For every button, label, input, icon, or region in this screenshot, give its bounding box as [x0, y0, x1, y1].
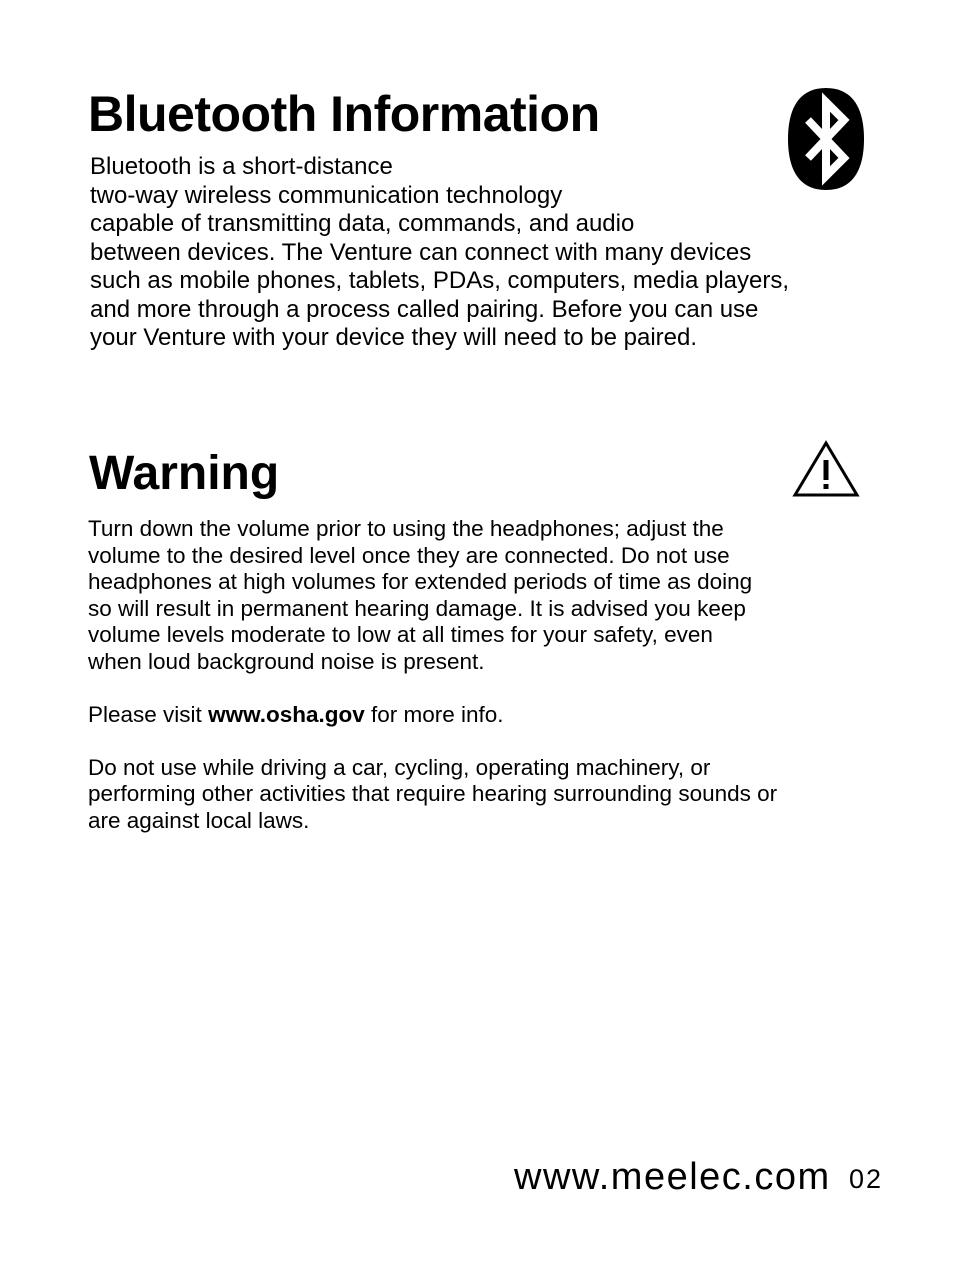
page-number: 02 [849, 1164, 884, 1194]
warning-text-line: when loud background noise is present. [88, 648, 485, 674]
warning-text-line: volume to the desired level once they are connected. Do not use [88, 542, 730, 568]
bluetooth-text-line: capable of transmitting data, commands, and audio [90, 210, 635, 237]
osha-link: www.osha.gov [208, 701, 365, 727]
bluetooth-text-line: and more through a process called pairing. Before you can use [90, 295, 759, 323]
warning-text-line: performing other activities that require hearing surrounding sounds or [88, 781, 778, 806]
warning-text [88, 516, 888, 834]
bluetooth-text-line: such as mobile phones, tablets, PDAs, computers, media players, [90, 267, 789, 294]
visit-prefix: Please visit [88, 701, 209, 727]
warning-text-line: volume levels moderate to low at all times for your safety, even [88, 622, 713, 647]
warning-text-line: are against local laws. [88, 807, 310, 833]
bluetooth-text-line: two-way wireless communication technology [90, 181, 563, 209]
warning-text-line: headphones at high volumes for extended periods of time as doing [88, 569, 753, 594]
osha-visit-line [88, 702, 888, 729]
warning-triangle-icon [792, 440, 860, 498]
warning-text-line: so will result in permanent hearing damage. It is advised you keep [88, 595, 746, 621]
warning-text-line: Do not use while driving a car, cycling, operating machinery, or [88, 754, 711, 780]
footer-website: www.meelec.com [514, 1156, 831, 1198]
warning-text-line: Turn down the volume prior to using the headphones; adjust the [88, 516, 724, 541]
bluetooth-text-line: between devices. The Venture can connect with many devices [90, 238, 752, 266]
bluetooth-description [90, 153, 890, 353]
visit-suffix: for more info. [364, 701, 504, 727]
bluetooth-heading: Bluetooth Information [88, 86, 600, 142]
bluetooth-text-line: Bluetooth is a short-distance [90, 153, 393, 180]
warning-heading: Warning [89, 447, 280, 500]
bluetooth-text-line: your Venture with your device they will need to be paired. [90, 324, 698, 351]
